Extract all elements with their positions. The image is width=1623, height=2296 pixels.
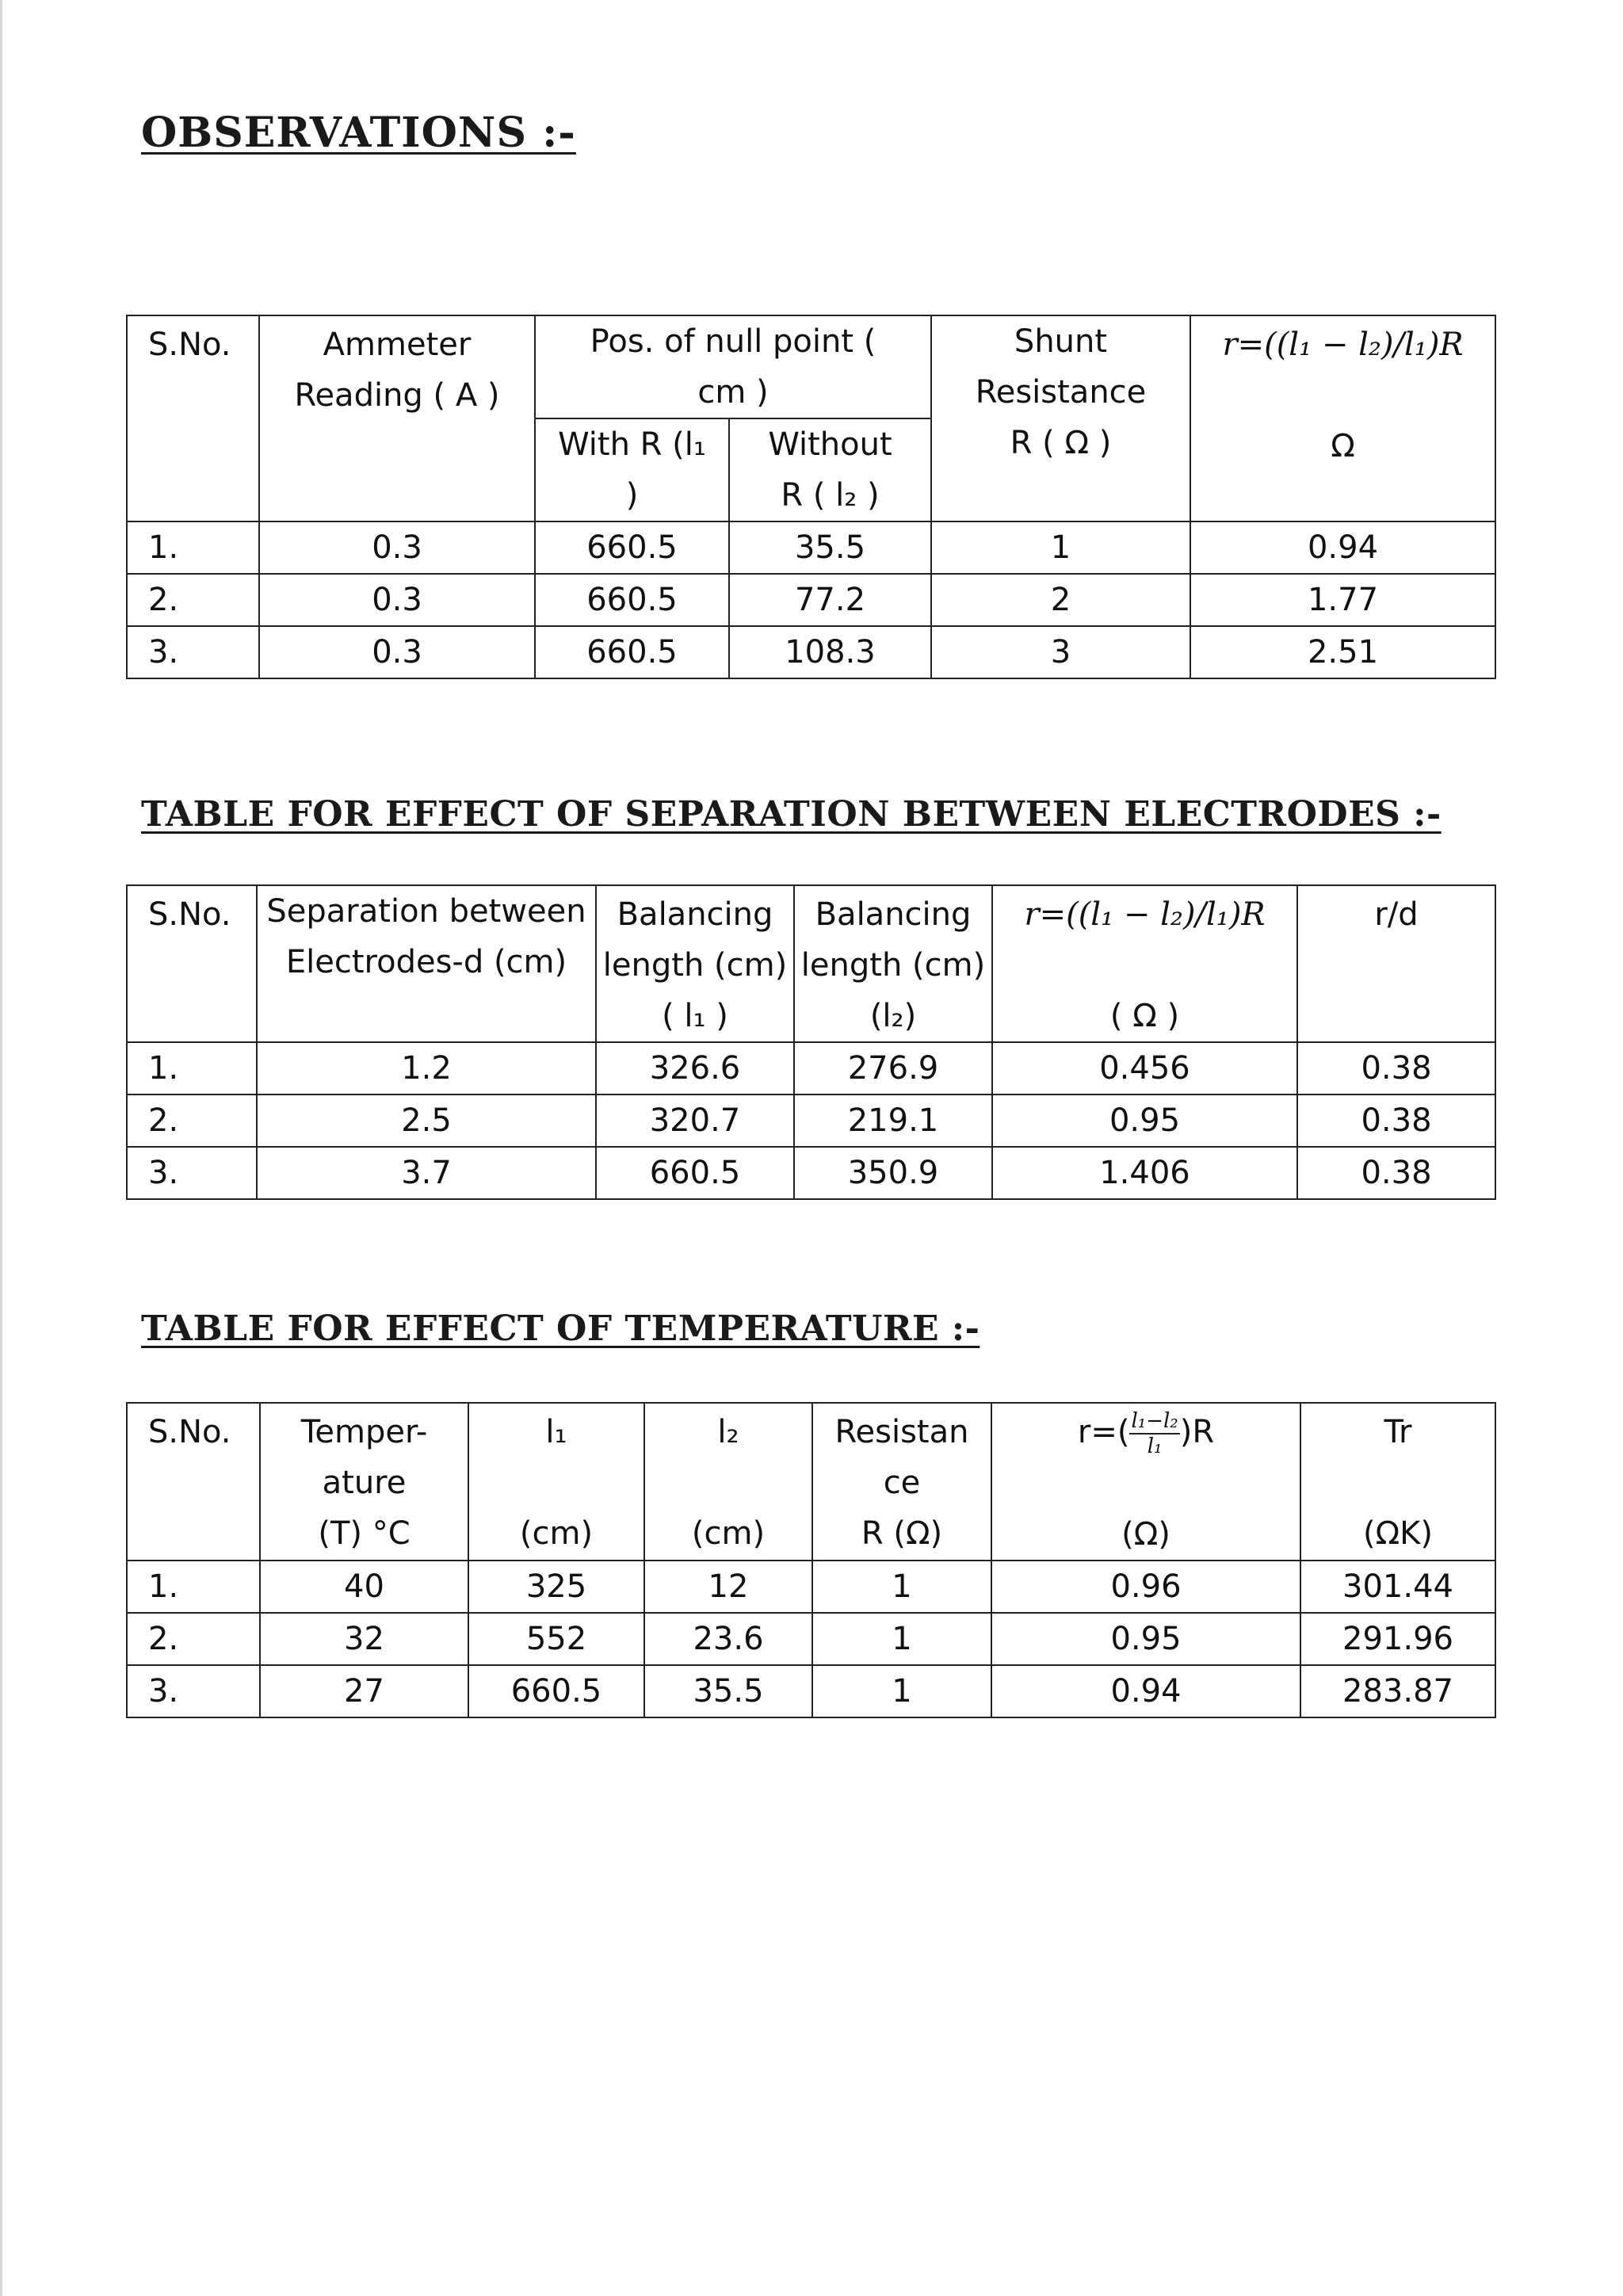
cell-shunt: 3	[931, 626, 1190, 678]
cell-l1: 325	[468, 1561, 644, 1613]
header-bal-l2: Balancing length (cm) (l₂)	[794, 885, 992, 1042]
cell-temperature: 32	[260, 1613, 468, 1665]
cell-shunt: 2	[931, 574, 1190, 626]
cell-tr: 283.87	[1300, 1665, 1495, 1717]
cell-rd: 0.38	[1297, 1042, 1495, 1095]
header-l2	[644, 1403, 812, 1561]
cell-sno: 3.	[127, 626, 259, 678]
r-unit: ( Ω )	[1109, 998, 1180, 1034]
cell-l2: 276.9	[794, 1042, 992, 1095]
cell-tr: 301.44	[1300, 1561, 1495, 1613]
cell-sno: 1.	[127, 1042, 257, 1095]
cell-tr: 291.96	[1300, 1613, 1495, 1665]
cell-l1: 660.5	[596, 1147, 794, 1199]
cell-resistance: 1	[812, 1561, 991, 1613]
cell-ammeter: 0.3	[259, 521, 535, 574]
header-with-r: With R (l₁ )	[535, 418, 729, 521]
tr-label: Tr	[1384, 1414, 1412, 1450]
tr-unit: (ΩK)	[1362, 1515, 1433, 1552]
cell-sno: 2.	[127, 1613, 260, 1665]
formula-prefix: r=(	[1077, 1414, 1130, 1450]
cell-r: 1.77	[1190, 574, 1495, 626]
temp-line-2: ature	[322, 1465, 407, 1501]
observations-heading: OBSERVATIONS :-	[141, 109, 576, 157]
l1-unit: (cm)	[519, 1515, 594, 1552]
table-row	[127, 1613, 1495, 1665]
fraction-numerator: 𝑙₁−𝑙₂	[1131, 1409, 1178, 1433]
table-row	[127, 1147, 1495, 1199]
cell-r: 0.95	[992, 1095, 1297, 1147]
cell-l2: 35.5	[644, 1665, 812, 1717]
cell-l2: 77.2	[729, 574, 931, 626]
l2-label: l₂	[717, 1414, 739, 1450]
header-r-formula	[991, 1403, 1300, 1561]
formula-fraction	[1077, 1409, 1215, 1458]
cell-r: 0.456	[992, 1042, 1297, 1095]
cell-d: 3.7	[257, 1147, 596, 1199]
r-unit: Ω	[1331, 428, 1355, 464]
header-without-r: Without R ( l₂ )	[729, 418, 931, 521]
fraction-denominator: 𝑙₁	[1147, 1435, 1163, 1458]
cell-l1: 660.5	[535, 626, 729, 678]
table-row	[127, 574, 1495, 626]
cell-sno: 2.	[127, 1095, 257, 1147]
cell-l1: 326.6	[596, 1042, 794, 1095]
separation-heading: TABLE FOR EFFECT OF SEPARATION BETWEEN ELECTRODES :-	[141, 794, 1442, 835]
header-temperature	[260, 1403, 468, 1561]
header-r-formula	[1190, 315, 1495, 521]
cell-ammeter: 0.3	[259, 574, 535, 626]
temperature-table	[126, 1402, 1496, 1718]
header-sno: S.No.	[127, 315, 259, 521]
cell-d: 1.2	[257, 1042, 596, 1095]
cell-l1: 660.5	[468, 1665, 644, 1717]
cell-r: 0.94	[991, 1665, 1300, 1717]
table-row	[127, 1665, 1495, 1717]
header-null-point: Pos. of null point ( cm )	[535, 315, 931, 418]
cell-r: 2.51	[1190, 626, 1495, 678]
cell-l2: 108.3	[729, 626, 931, 678]
cell-l2: 350.9	[794, 1147, 992, 1199]
cell-ammeter: 0.3	[259, 626, 535, 678]
cell-d: 2.5	[257, 1095, 596, 1147]
header-ammeter: Ammeter Reading ( A )	[259, 315, 535, 521]
observations-table	[126, 315, 1496, 679]
header-tr	[1300, 1403, 1495, 1561]
temperature-heading: TABLE FOR EFFECT OF TEMPERATURE :-	[141, 1308, 980, 1349]
formula-text: r=((𝑙₁ − 𝑙₂)/𝑙₁)R	[1024, 896, 1266, 933]
cell-l1: 660.5	[535, 574, 729, 626]
header-resistance	[812, 1403, 991, 1561]
res-line-2: ce	[883, 1465, 921, 1501]
formula-text: r=((𝑙₁ − 𝑙₂)/𝑙₁)R	[1222, 327, 1464, 363]
l1-label: l₁	[545, 1414, 567, 1450]
table-row	[127, 1095, 1495, 1147]
cell-sno: 1.	[127, 1561, 260, 1613]
cell-l2: 12	[644, 1561, 812, 1613]
cell-temperature: 40	[260, 1561, 468, 1613]
cell-sno: 2.	[127, 574, 259, 626]
cell-shunt: 1	[931, 521, 1190, 574]
res-line-3: R (Ω)	[861, 1515, 943, 1552]
fraction	[1129, 1409, 1179, 1458]
cell-l2: 35.5	[729, 521, 931, 574]
cell-l2: 23.6	[644, 1613, 812, 1665]
temp-line-3: (T) °C	[318, 1515, 411, 1552]
table-row	[127, 626, 1495, 678]
header-shunt: Shunt Resistance R ( Ω )	[931, 315, 1190, 521]
r-unit: (Ω)	[1121, 1516, 1170, 1553]
cell-r: 0.95	[991, 1613, 1300, 1665]
cell-l2: 219.1	[794, 1095, 992, 1147]
cell-l1: 660.5	[535, 521, 729, 574]
table-row	[127, 1042, 1495, 1095]
table-row	[127, 521, 1495, 574]
header-separation: Separation between Electrodes-d (cm)	[257, 885, 596, 1042]
separation-table	[126, 884, 1496, 1200]
header-bal-l1: Balancing length (cm) ( l₁ )	[596, 885, 794, 1042]
header-r-formula	[992, 885, 1297, 1042]
cell-temperature: 27	[260, 1665, 468, 1717]
cell-sno: 1.	[127, 521, 259, 574]
cell-r: 0.96	[991, 1561, 1300, 1613]
cell-l1: 320.7	[596, 1095, 794, 1147]
cell-r: 1.406	[992, 1147, 1297, 1199]
cell-rd: 0.38	[1297, 1095, 1495, 1147]
cell-sno: 3.	[127, 1665, 260, 1717]
header-sno: S.No.	[127, 1403, 260, 1561]
formula-suffix: )R	[1179, 1414, 1215, 1450]
table-row	[127, 1561, 1495, 1613]
res-line-1: Resistan	[834, 1414, 969, 1450]
page-edge	[0, 0, 2, 2296]
cell-rd: 0.38	[1297, 1147, 1495, 1199]
cell-l1: 552	[468, 1613, 644, 1665]
cell-resistance: 1	[812, 1665, 991, 1717]
header-l1	[468, 1403, 644, 1561]
header-sno: S.No.	[127, 885, 257, 1042]
temp-line-1: Temper-	[300, 1414, 428, 1450]
cell-resistance: 1	[812, 1613, 991, 1665]
header-rd: r/d	[1297, 885, 1495, 1042]
cell-sno: 3.	[127, 1147, 257, 1199]
cell-r: 0.94	[1190, 521, 1495, 574]
l2-unit: (cm)	[691, 1515, 766, 1552]
